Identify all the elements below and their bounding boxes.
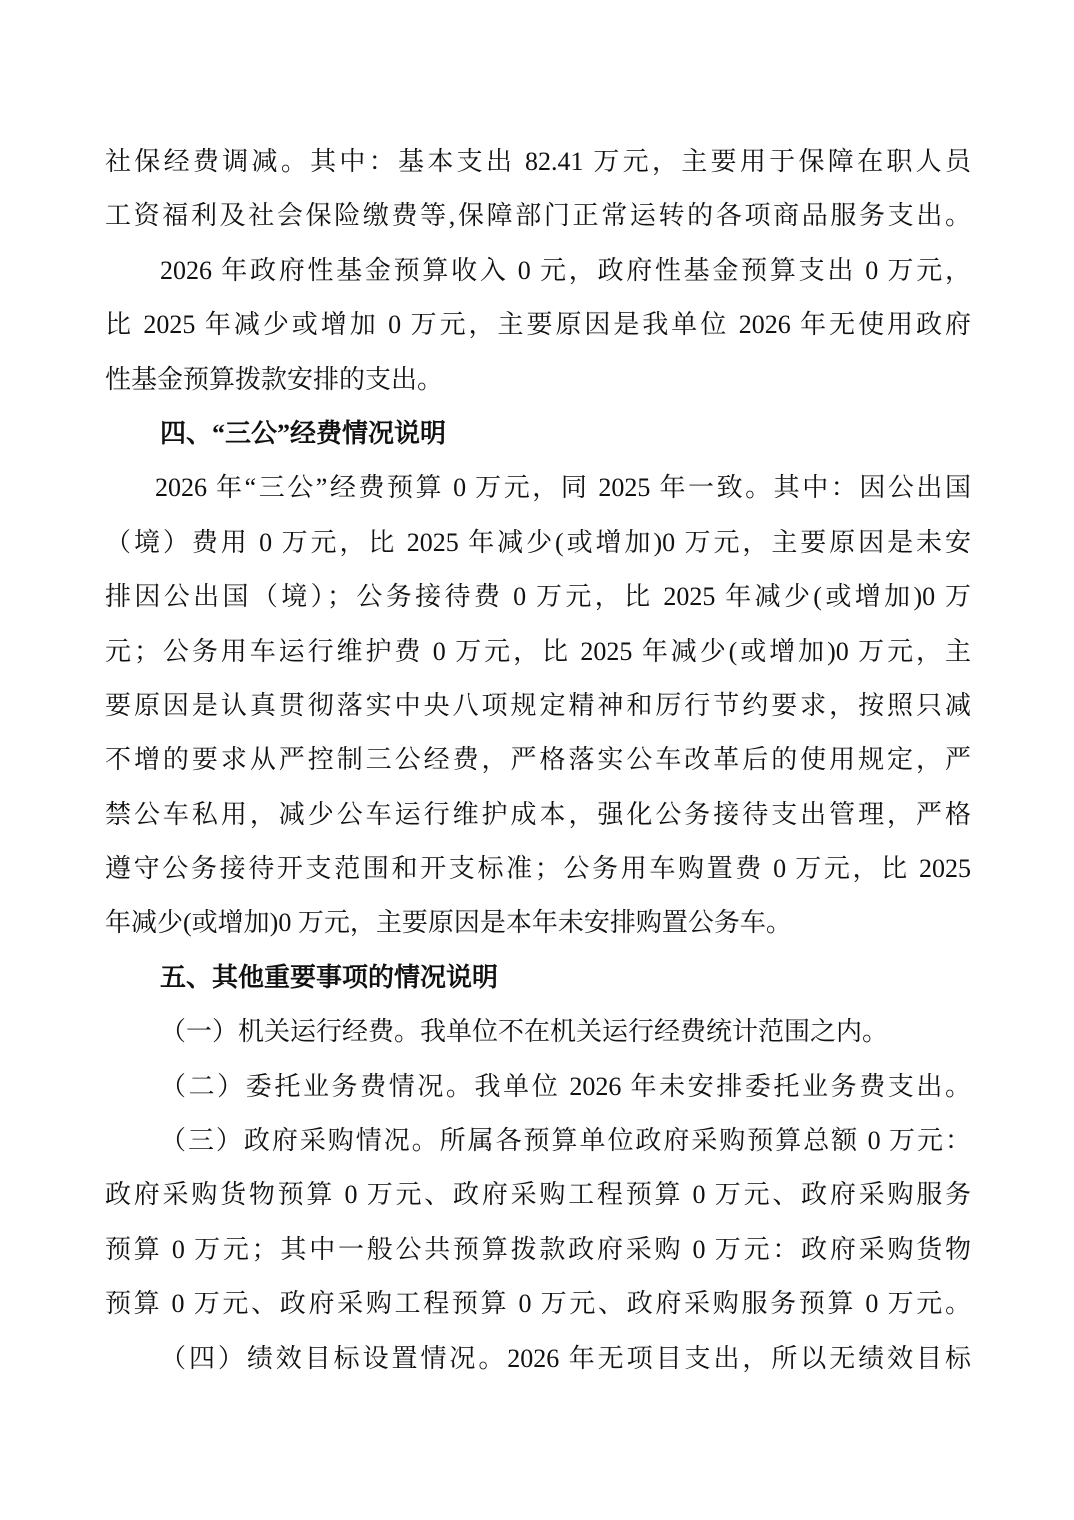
text-line: 排因公出国（境）；公务接待费 0 万元，比 2025 年减少(或增加)0 万 [105, 582, 971, 612]
text-line: 不增的要求从严控制三公经费，严格落实公车改革后的使用规定，严 [105, 745, 971, 775]
text-line: 预算 0 万元、政府采购工程预算 0 万元、政府采购服务预算 0 万元。 [105, 1289, 971, 1319]
text-line: 元；公务用车运行维护费 0 万元，比 2025 年减少(或增加)0 万元，主 [105, 636, 971, 666]
document-page [105, 135, 971, 1386]
section-heading: 四、“三公”经费情况说明 [160, 418, 447, 448]
text-line: 年减少(或增加)0 万元，主要原因是本年未安排购置公务车。 [105, 908, 792, 938]
text-line: 2026 年政府性基金预算收入 0 元，政府性基金预算支出 0 万元， [160, 255, 971, 285]
text-line: 要原因是认真贯彻落实中央八项规定精神和厉行节约要求，按照只减 [105, 690, 971, 720]
text-line: 禁公车私用，减少公车运行维护成本，强化公务接待支出管理，严格 [105, 799, 971, 829]
text-line: （二）委托业务费情况。我单位 2026 年未安排委托业务费支出。 [160, 1071, 971, 1101]
text-line: 工资福利及社会保险缴费等,保障部门正常运转的各项商品服务支出。 [105, 201, 971, 231]
text-line: 性基金预算拨款安排的支出。 [105, 364, 444, 394]
text-line: 政府采购货物预算 0 万元、政府采购工程预算 0 万元、政府采购服务 [105, 1180, 971, 1210]
text-line: 比 2025 年减少或增加 0 万元，主要原因是我单位 2026 年无使用政府 [105, 310, 971, 340]
text-line: 2026 年“三公”经费预算 0 万元，同 2025 年一致。其中：因公出国 [155, 473, 971, 503]
text-line: 遵守公务接待开支范围和开支标准；公务用车购置费 0 万元，比 2025 [105, 854, 971, 884]
text-line: （境）费用 0 万元，比 2025 年减少(或增加)0 万元，主要原因是未安 [105, 527, 971, 557]
text-line: （一）机关运行经费。我单位不在机关运行经费统计范围之内。 [160, 1017, 889, 1047]
text-line: 社保经费调减。其中：基本支出 82.41 万元，主要用于保障在职人员 [105, 147, 971, 176]
text-line: （三）政府采购情况。所属各预算单位政府采购预算总额 0 万元： [160, 1126, 971, 1156]
text-line: （四）绩效目标设置情况。2026 年无项目支出，所以无绩效目标 [160, 1343, 971, 1373]
text-line: 预算 0 万元；其中一般公共预算拨款政府采购 0 万元：政府采购货物 [105, 1234, 971, 1264]
section-heading: 五、其他重要事项的情况说明 [160, 962, 499, 992]
